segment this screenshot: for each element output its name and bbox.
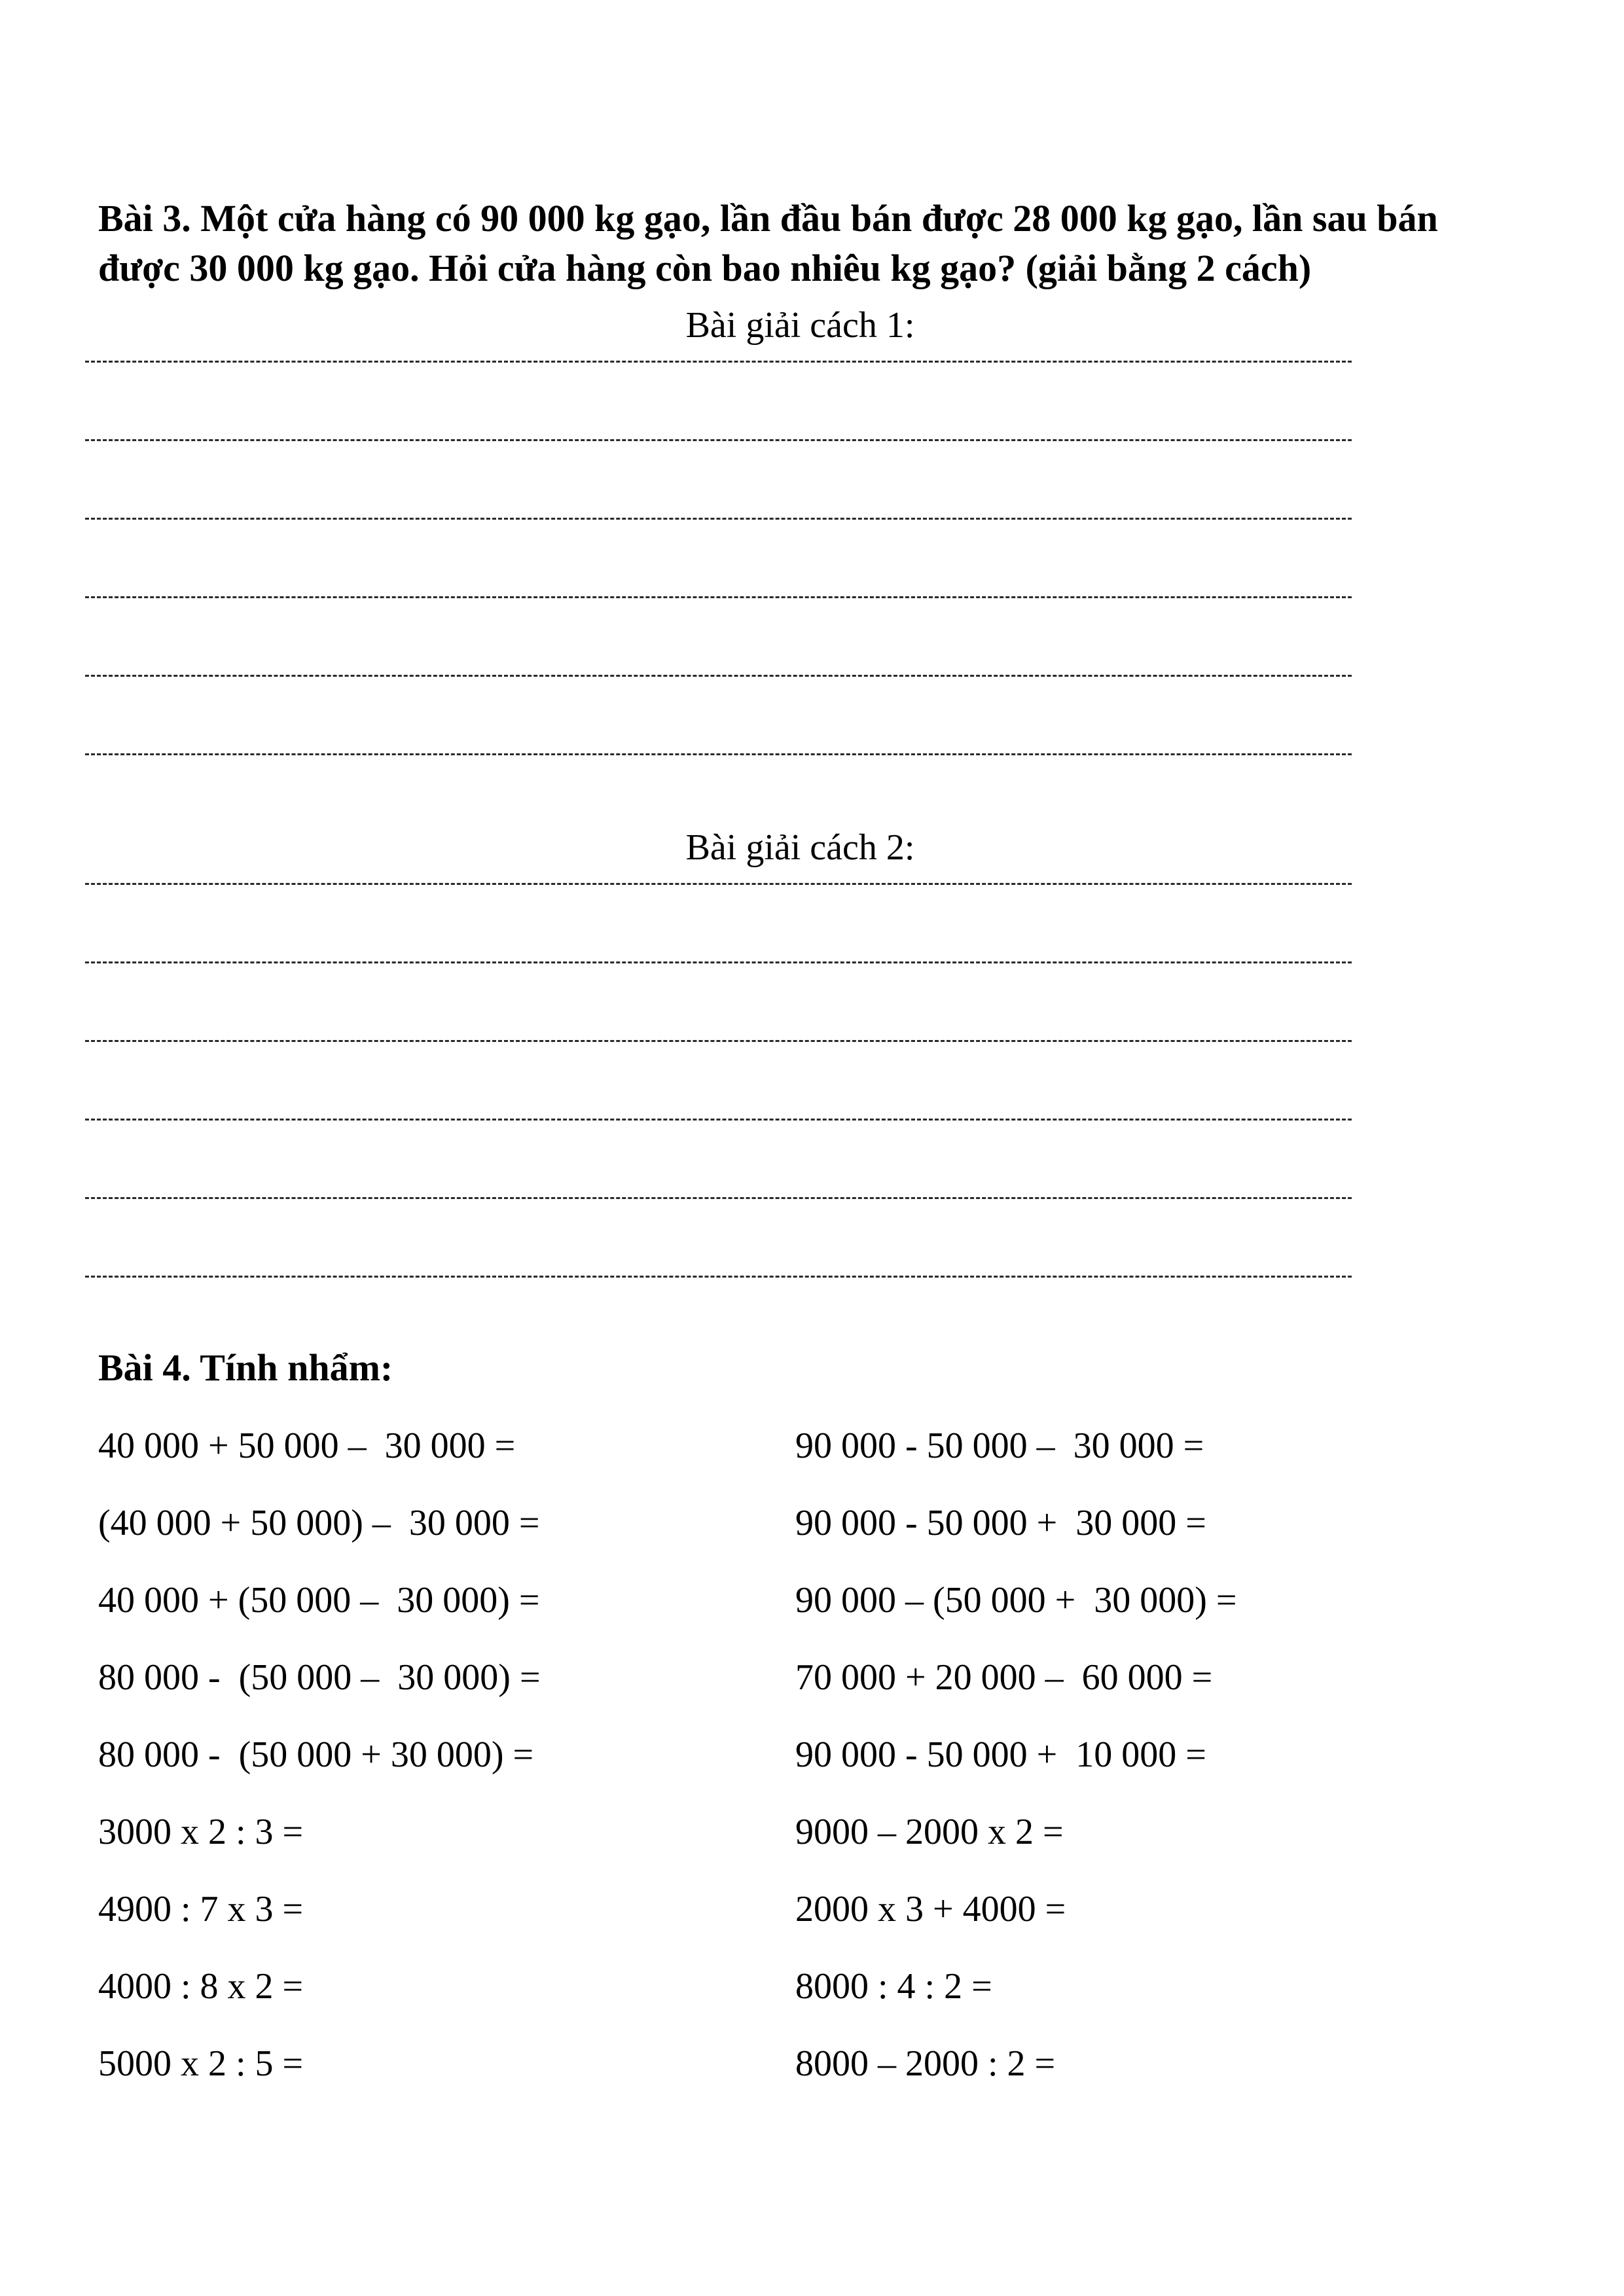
expression-left: 5000 x 2 : 5 = bbox=[98, 2043, 304, 2084]
solution-2-heading-text: Bài giải cách 2: bbox=[685, 827, 915, 868]
expression-right: 90 000 - 50 000 + 30 000 = bbox=[795, 1503, 1206, 1543]
answer-line[interactable] bbox=[85, 439, 1352, 441]
expression-left: 40 000 + (50 000 – 30 000) = bbox=[98, 1580, 540, 1621]
answer-line[interactable] bbox=[85, 518, 1352, 520]
expression-left: 40 000 + 50 000 – 30 000 = bbox=[98, 1426, 516, 1466]
solution-2-heading bbox=[0, 827, 1624, 869]
answer-line[interactable] bbox=[85, 675, 1352, 677]
expression-right: 70 000 + 20 000 – 60 000 = bbox=[795, 1657, 1213, 1698]
solution-1-heading-text: Bài giải cách 1: bbox=[685, 305, 915, 346]
expression-right: 90 000 – (50 000 + 30 000) = bbox=[795, 1580, 1237, 1621]
expression-right: 9000 – 2000 x 2 = bbox=[795, 1812, 1064, 1852]
solution-1-heading bbox=[0, 304, 1624, 346]
expression-right: 90 000 - 50 000 + 10 000 = bbox=[795, 1734, 1206, 1775]
answer-line[interactable] bbox=[85, 1197, 1352, 1199]
answer-line[interactable] bbox=[85, 596, 1352, 598]
answer-line[interactable] bbox=[85, 1119, 1352, 1121]
expression-right: 8000 : 4 : 2 = bbox=[795, 1966, 992, 2007]
expression-left: (40 000 + 50 000) – 30 000 = bbox=[98, 1503, 540, 1543]
problem-3-statement: Bài 3. Một cửa hàng có 90 000 kg gạo, lần đầu bán được 28 000 kg gạo, lần sau bán được 30 000 kg gạo. Hỏi cửa hàng còn bao nhiêu kg gạo? (giải bằng 2 cách) bbox=[98, 197, 1438, 289]
answer-line[interactable] bbox=[85, 361, 1352, 363]
expression-right: 2000 x 3 + 4000 = bbox=[795, 1889, 1066, 1929]
expression-left: 4000 : 8 x 2 = bbox=[98, 1966, 304, 2007]
answer-line[interactable] bbox=[85, 1276, 1352, 1278]
problem-4-title: Bài 4. Tính nhẩm: bbox=[98, 1346, 393, 1389]
answer-line[interactable] bbox=[85, 883, 1352, 885]
answer-line[interactable] bbox=[85, 1040, 1352, 1042]
expression-left: 80 000 - (50 000 – 30 000) = bbox=[98, 1657, 541, 1698]
answer-line[interactable] bbox=[85, 961, 1352, 963]
answer-line[interactable] bbox=[85, 753, 1352, 755]
expression-left: 80 000 - (50 000 + 30 000) = bbox=[98, 1734, 534, 1775]
expression-right: 8000 – 2000 : 2 = bbox=[795, 2043, 1056, 2084]
expression-left: 3000 x 2 : 3 = bbox=[98, 1812, 304, 1852]
expression-left: 4900 : 7 x 3 = bbox=[98, 1889, 304, 1929]
expression-right: 90 000 - 50 000 – 30 000 = bbox=[795, 1426, 1204, 1466]
